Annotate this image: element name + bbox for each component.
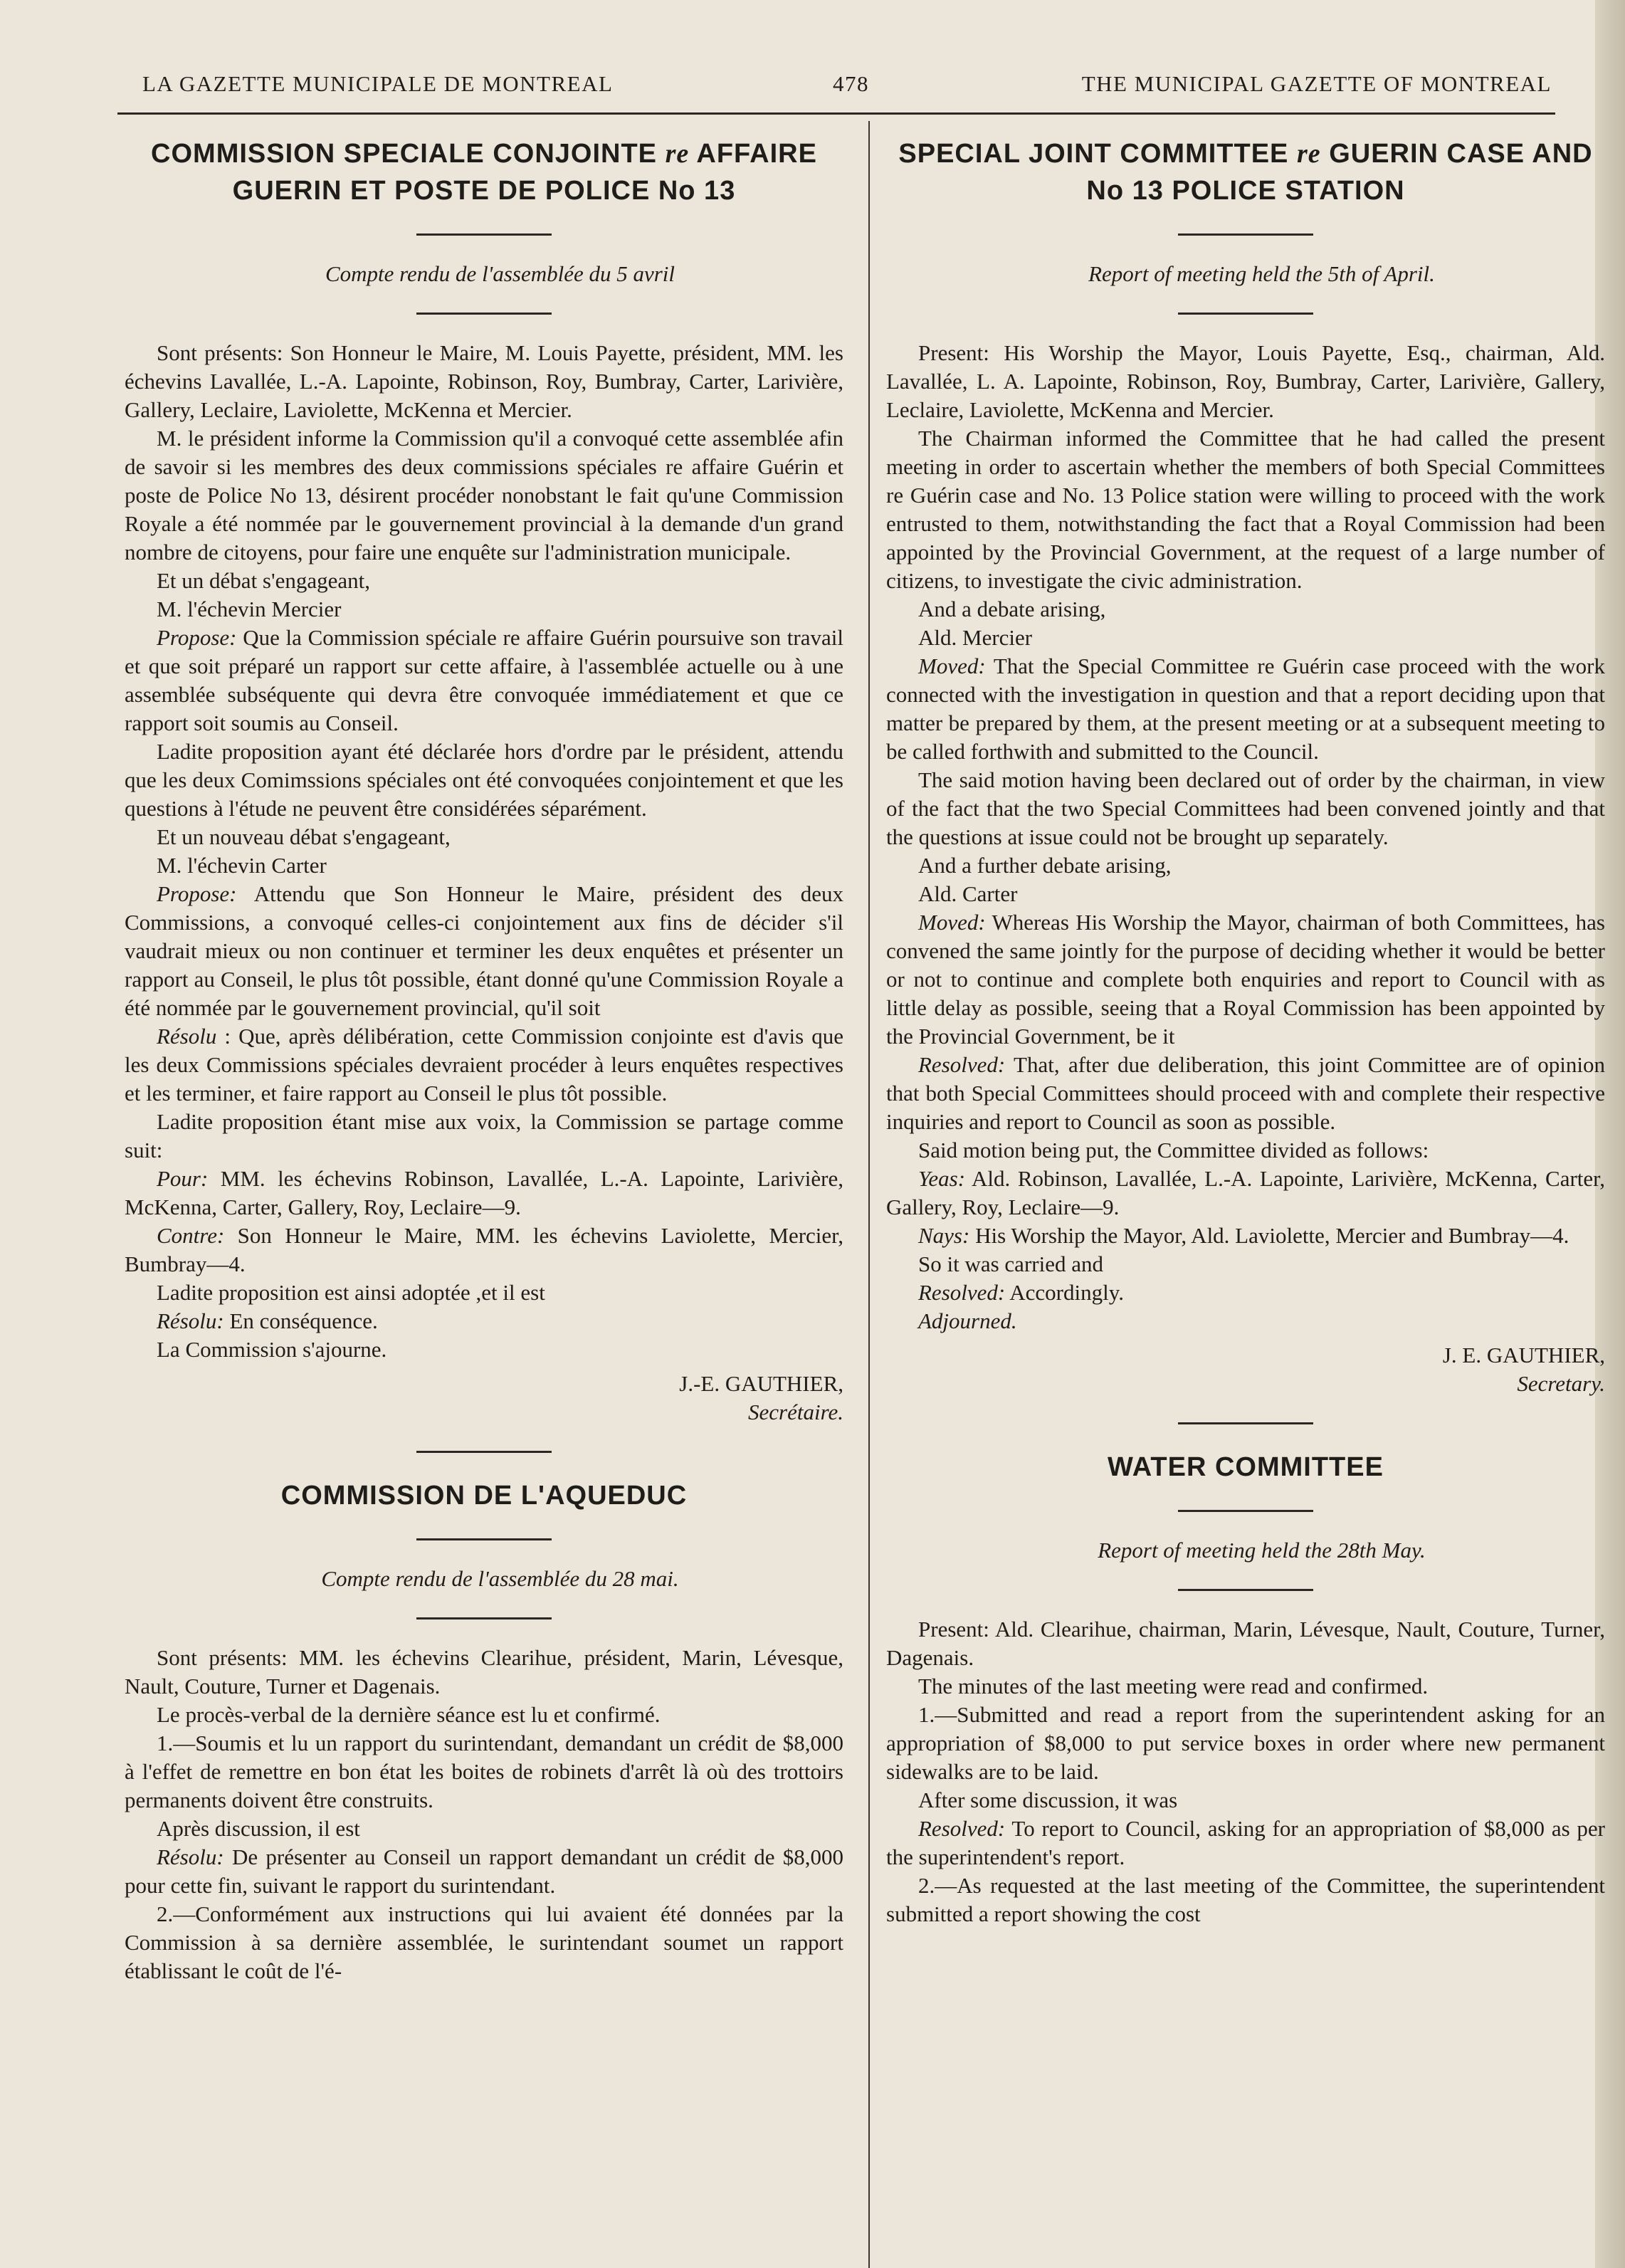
paragraph-text: Accordingly. bbox=[1005, 1280, 1124, 1305]
paragraph-text: 2.—Conformément aux instructions qui lui avaient été données par la Commission à sa dernière assemblée, le surintendant soumet un rapport établissant le coût de l'é- bbox=[125, 1901, 843, 1983]
paragraph-text: After some discussion, it was bbox=[918, 1787, 1178, 1812]
paragraph-label: Résolu bbox=[157, 1024, 217, 1049]
paragraph-text: MM. les échevins Robinson, Lavallée, L.-A. Lapointe, Larivière, McKenna, Carter, Gallery, Roy, Leclaire—9. bbox=[125, 1166, 843, 1219]
paragraph bbox=[125, 624, 843, 737]
paragraph-text: 2.—As requested at the last meeting of the Committee, the superintendent submitted a report showing the cost bbox=[886, 1873, 1605, 1926]
paragraph-label: Resolved: bbox=[918, 1816, 1006, 1841]
paragraph bbox=[125, 1108, 843, 1165]
paragraph-text: Que la Commission spéciale re affaire Guérin poursuive son travail et que soit préparé un rapport sur cette affaire, à l'assemblée actuelle ou à une assemblée subséquente qui devra être convoquée immédiatement et que ce rapport soit soumis au Conseil. bbox=[125, 625, 843, 735]
paragraph-text: Said motion being put, the Committee divided as follows: bbox=[918, 1138, 1429, 1162]
paragraph-label: Propose: bbox=[157, 625, 237, 650]
paragraph bbox=[125, 1815, 843, 1843]
aqueduc-section-fr bbox=[125, 1477, 843, 1985]
column-divider bbox=[868, 121, 870, 2268]
paragraph bbox=[125, 1701, 843, 1729]
paragraph-label: Contre: bbox=[157, 1223, 225, 1248]
paragraph bbox=[125, 880, 843, 1022]
section-subtitle: Compte rendu de l'assemblée du 5 avril bbox=[325, 261, 675, 286]
signature-role: Secretary. bbox=[1517, 1371, 1605, 1396]
paragraph bbox=[886, 1250, 1605, 1279]
guerin-section-en bbox=[886, 135, 1605, 1398]
header-rule bbox=[117, 112, 1555, 115]
paragraph-label: Resolved: bbox=[918, 1052, 1006, 1077]
header-left-title: LA GAZETTE MUNICIPALE DE MONTREAL bbox=[142, 71, 614, 96]
signature bbox=[125, 1370, 843, 1427]
paragraph bbox=[886, 1701, 1605, 1786]
paragraph bbox=[886, 339, 1605, 424]
paragraph bbox=[886, 1051, 1605, 1136]
paragraph bbox=[125, 1843, 843, 1900]
paragraph bbox=[125, 1222, 843, 1279]
paragraph-text: M. le président informe la Commission qu'il a convoqué cette assemblée afin de savoir si les membres des deux commissions spéciales re affaire Guérin et poste de Police No 13, désirent procéder nonobstant le fait qu'une Commission Royale a été nommée par le gouvernement provincial à la demande d'un grand nombre de citoyens, pour faire une enquête sur l'administration municipale. bbox=[125, 426, 843, 565]
short-rule bbox=[1178, 1510, 1313, 1512]
paragraph-text: Et un débat s'engageant, bbox=[157, 568, 370, 593]
paragraph bbox=[886, 851, 1605, 880]
paragraph bbox=[125, 595, 843, 624]
paragraph-text: Après discussion, il est bbox=[157, 1816, 360, 1841]
paragraph-text: Ladite proposition ayant été déclarée hors d'ordre par le président, attendu que les deux Comimssions spéciales ont été convoquées conjointement et que les questions à l'étude ne peuvent être considérées séparément. bbox=[125, 739, 843, 821]
paragraphs bbox=[125, 1644, 843, 1985]
paragraph-text: That, after due deliberation, this joint Committee are of opinion that both Special Committees should proceed with and complete their respective inquiries and report to Council as soon as possible. bbox=[886, 1052, 1605, 1134]
title-part: No 13 POLICE STATION bbox=[1086, 176, 1405, 206]
paragraph bbox=[125, 851, 843, 880]
paragraph bbox=[886, 1815, 1605, 1871]
paragraph bbox=[125, 424, 843, 567]
paragraph-text: Whereas His Worship the Mayor, chairman of both Committees, has convened the same jointly for the purpose of deciding whether it would be better or not to continue and complete both enquiries and report to Council with as little delay as possible, seeing that a Royal Commission has been appointed by the Provincial Government, be it bbox=[886, 910, 1605, 1049]
signature-name: J.-E. GAUTHIER, bbox=[679, 1371, 843, 1396]
paragraph-label: Moved: bbox=[918, 653, 986, 678]
title-part: AFFAIRE bbox=[696, 139, 817, 169]
paragraph-text: Sont présents: MM. les échevins Clearihue, président, Marin, Lévesque, Nault, Couture, Turner et Dagenais. bbox=[125, 1645, 843, 1699]
title-re: re bbox=[1296, 139, 1321, 169]
paragraph bbox=[886, 1786, 1605, 1815]
paragraph-label: Résolu: bbox=[157, 1844, 224, 1869]
paragraph bbox=[125, 339, 843, 424]
paragraph bbox=[886, 1136, 1605, 1165]
paragraph bbox=[125, 1729, 843, 1815]
section-subtitle: Report of meeting held the 5th of April. bbox=[1088, 261, 1435, 286]
paragraph-text: The said motion having been declared out of order by the chairman, in view of the fact that the two Special Committees had been convened jointly and that the questions at issue could not be brought up separately. bbox=[886, 767, 1605, 849]
paragraph-text: And a further debate arising, bbox=[918, 853, 1172, 878]
section-title bbox=[886, 135, 1605, 209]
guerin-section-fr bbox=[125, 135, 843, 1427]
section-separator bbox=[416, 1451, 552, 1453]
paragraph bbox=[125, 1900, 843, 1985]
paragraph-text: Ald. Carter bbox=[918, 881, 1018, 906]
paragraph bbox=[886, 1672, 1605, 1701]
paragraph bbox=[886, 652, 1605, 766]
paragraph bbox=[886, 1307, 1605, 1335]
paragraph-text: : Que, après délibération, cette Commission conjointe est d'avis que les deux Commissions spéciales devraient procéder à leurs enquêtes respectives et les terminer, et faire rapport au Conseil le plus tôt possible. bbox=[125, 1024, 843, 1106]
paragraph bbox=[886, 908, 1605, 1051]
section-separator bbox=[1178, 1422, 1313, 1424]
paragraph-text: Present: Ald. Clearihue, chairman, Marin, Lévesque, Nault, Couture, Turner, Dagenais. bbox=[886, 1617, 1605, 1670]
paragraph bbox=[886, 1222, 1605, 1250]
paragraph bbox=[125, 1335, 843, 1364]
paragraph-text: Present: His Worship the Mayor, Louis Payette, Esq., chairman, Ald. Lavallée, L. A. Lapointe, Robinson, Roy, Bumbray, Carter, Larivière, Gallery, Leclaire, Laviolette, McKenna and Mercier. bbox=[886, 340, 1605, 422]
paragraph bbox=[125, 567, 843, 595]
water-section-en bbox=[886, 1449, 1605, 1928]
paragraph bbox=[886, 424, 1605, 595]
section-subtitle: Compte rendu de l'assemblée du 28 mai. bbox=[321, 1566, 679, 1591]
paragraph bbox=[125, 1165, 843, 1222]
paragraph-text: Sont présents: Son Honneur le Maire, M. Louis Payette, président, MM. les échevins Lavallée, L.-A. Lapointe, Robinson, Roy, Bumbray, Carter, Larivière, Gallery, Leclaire, Laviolette, McKenna et Mercier. bbox=[125, 340, 843, 422]
paragraph bbox=[125, 1022, 843, 1108]
paragraph-text: That the Special Committee re Guérin case proceed with the work connected with the investigation in question and that a report deciding upon that matter be prepared by them, at the present meeting or at a subsequent meeting to be called forthwith and submitted to the Council. bbox=[886, 653, 1605, 764]
section-title bbox=[125, 135, 843, 209]
paragraph-label: Adjourned. bbox=[918, 1308, 1017, 1333]
paragraph bbox=[125, 823, 843, 851]
paragraph bbox=[886, 595, 1605, 624]
paragraph bbox=[886, 1165, 1605, 1222]
paragraph bbox=[886, 880, 1605, 908]
section-title: WATER COMMITTEE bbox=[1108, 1452, 1384, 1482]
paragraph-text: M. l'échevin Mercier bbox=[157, 597, 342, 621]
paragraph bbox=[125, 1644, 843, 1701]
header-right-title: THE MUNICIPAL GAZETTE OF MONTREAL bbox=[1081, 71, 1552, 96]
paragraph-text: Le procès-verbal de la dernière séance est lu et confirmé. bbox=[157, 1702, 661, 1727]
paragraph-label: Resolved: bbox=[918, 1280, 1006, 1305]
section-subtitle: Report of meeting held the 28th May. bbox=[1098, 1538, 1426, 1563]
short-rule bbox=[1178, 313, 1313, 315]
paragraph-label: Propose: bbox=[157, 881, 237, 906]
paragraph-text: The Chairman informed the Committee that he had called the present meeting in order to ascertain whether the members of both Special Committees re Guérin case and No. 13 Police station were willing to proceed with the work entrusted to them, notwithstanding the fact that a Royal Commission had been appointed by the Provincial Government, at the request of a large number of citizens, to investigate the civic administration. bbox=[886, 426, 1605, 593]
paragraph-label: Pour: bbox=[157, 1166, 209, 1191]
paragraphs bbox=[886, 339, 1605, 1335]
title-part: GUERIN CASE AND bbox=[1329, 139, 1593, 169]
short-rule bbox=[416, 313, 552, 315]
paragraph-text: 1.—Soumis et lu un rapport du surintendant, demandant un crédit de $8,000 à l'effet de remettre en bon état les boites de robinets d'arrêt là où des trottoirs permanents doivent être construits. bbox=[125, 1731, 843, 1812]
paragraphs bbox=[886, 1615, 1605, 1928]
paragraph-text: De présenter au Conseil un rapport demandant un crédit de $8,000 pour cette fin, suivant le rapport du surintendant. bbox=[125, 1844, 843, 1898]
short-rule bbox=[416, 1617, 552, 1619]
paragraph bbox=[125, 737, 843, 823]
paragraph-text: His Worship the Mayor, Ald. Laviolette, Mercier and Bumbray—4. bbox=[969, 1223, 1569, 1248]
paragraph-text: M. l'échevin Carter bbox=[157, 853, 327, 878]
paragraph bbox=[886, 1279, 1605, 1307]
paragraph-text: Son Honneur le Maire, MM. les échevins Laviolette, Mercier, Bumbray—4. bbox=[125, 1223, 843, 1276]
paragraph-text: So it was carried and bbox=[918, 1251, 1103, 1276]
paragraph-text: Et un nouveau débat s'engageant, bbox=[157, 824, 451, 849]
paragraph-label: Nays: bbox=[918, 1223, 970, 1248]
section-title: COMMISSION DE L'AQUEDUC bbox=[280, 1481, 688, 1511]
title-re: re bbox=[665, 139, 690, 169]
short-rule bbox=[1178, 1589, 1313, 1591]
signature bbox=[886, 1341, 1605, 1398]
short-rule bbox=[1178, 233, 1313, 236]
paragraph-text: Ladite proposition étant mise aux voix, la Commission se partage comme suit: bbox=[125, 1109, 843, 1162]
short-rule bbox=[416, 1538, 552, 1540]
paragraphs bbox=[125, 339, 843, 1364]
paragraph-text: Ald. Mercier bbox=[918, 625, 1033, 650]
paragraph-text: 1.—Submitted and read a report from the superintendent asking for an appropriation of $8,000 to put service boxes in order where new permanent sidewalks are to be laid. bbox=[886, 1702, 1605, 1784]
paragraph bbox=[125, 1307, 843, 1335]
paragraph-text: Ald. Robinson, Lavallée, L.-A. Lapointe, Larivière, McKenna, Carter, Gallery, Roy, Leclaire—9. bbox=[886, 1166, 1605, 1219]
paragraph bbox=[125, 1279, 843, 1307]
paragraph bbox=[886, 766, 1605, 851]
paragraph-label: Moved: bbox=[918, 910, 986, 935]
paragraph-text: The minutes of the last meeting were read and confirmed. bbox=[918, 1674, 1429, 1699]
right-column bbox=[886, 135, 1605, 1928]
left-column bbox=[125, 135, 843, 1985]
page-number: 478 bbox=[833, 71, 869, 96]
paragraph-text: To report to Council, asking for an appropriation of $8,000 as per the superintendent's report. bbox=[886, 1816, 1605, 1869]
title-part: COMMISSION SPECIALE CONJOINTE bbox=[151, 139, 658, 169]
paragraph-text: La Commission s'ajourne. bbox=[157, 1337, 387, 1362]
title-part: SPECIAL JOINT COMMITTEE bbox=[898, 139, 1289, 169]
paragraph-label: Résolu: bbox=[157, 1308, 224, 1333]
paragraph bbox=[886, 1871, 1605, 1928]
paragraph-label: Yeas: bbox=[918, 1166, 966, 1191]
title-part: GUERIN ET POSTE DE POLICE No 13 bbox=[232, 176, 736, 206]
paragraph bbox=[886, 1615, 1605, 1672]
signature-name: J. E. GAUTHIER, bbox=[1442, 1343, 1605, 1367]
paragraph bbox=[886, 624, 1605, 652]
short-rule bbox=[416, 233, 552, 236]
paragraph-text: En conséquence. bbox=[223, 1308, 378, 1333]
signature-role: Secrétaire. bbox=[748, 1400, 843, 1424]
paragraph-text: And a debate arising, bbox=[918, 597, 1106, 621]
paragraph-text: Ladite proposition est ainsi adoptée ,et il est bbox=[157, 1280, 545, 1305]
paragraph-text: Attendu que Son Honneur le Maire, président des deux Commissions, a convoqué celles-ci conjointement aux fins de décider s'il vaudrait mieux ou non continuer et terminer les deux enquêtes et présenter un rapport au Conseil, le plus tôt possible, étant donné qu'une Commission Royale a été nommée par le gouvernement provincial, qu'il soit bbox=[125, 881, 843, 1020]
running-head bbox=[142, 71, 1552, 103]
